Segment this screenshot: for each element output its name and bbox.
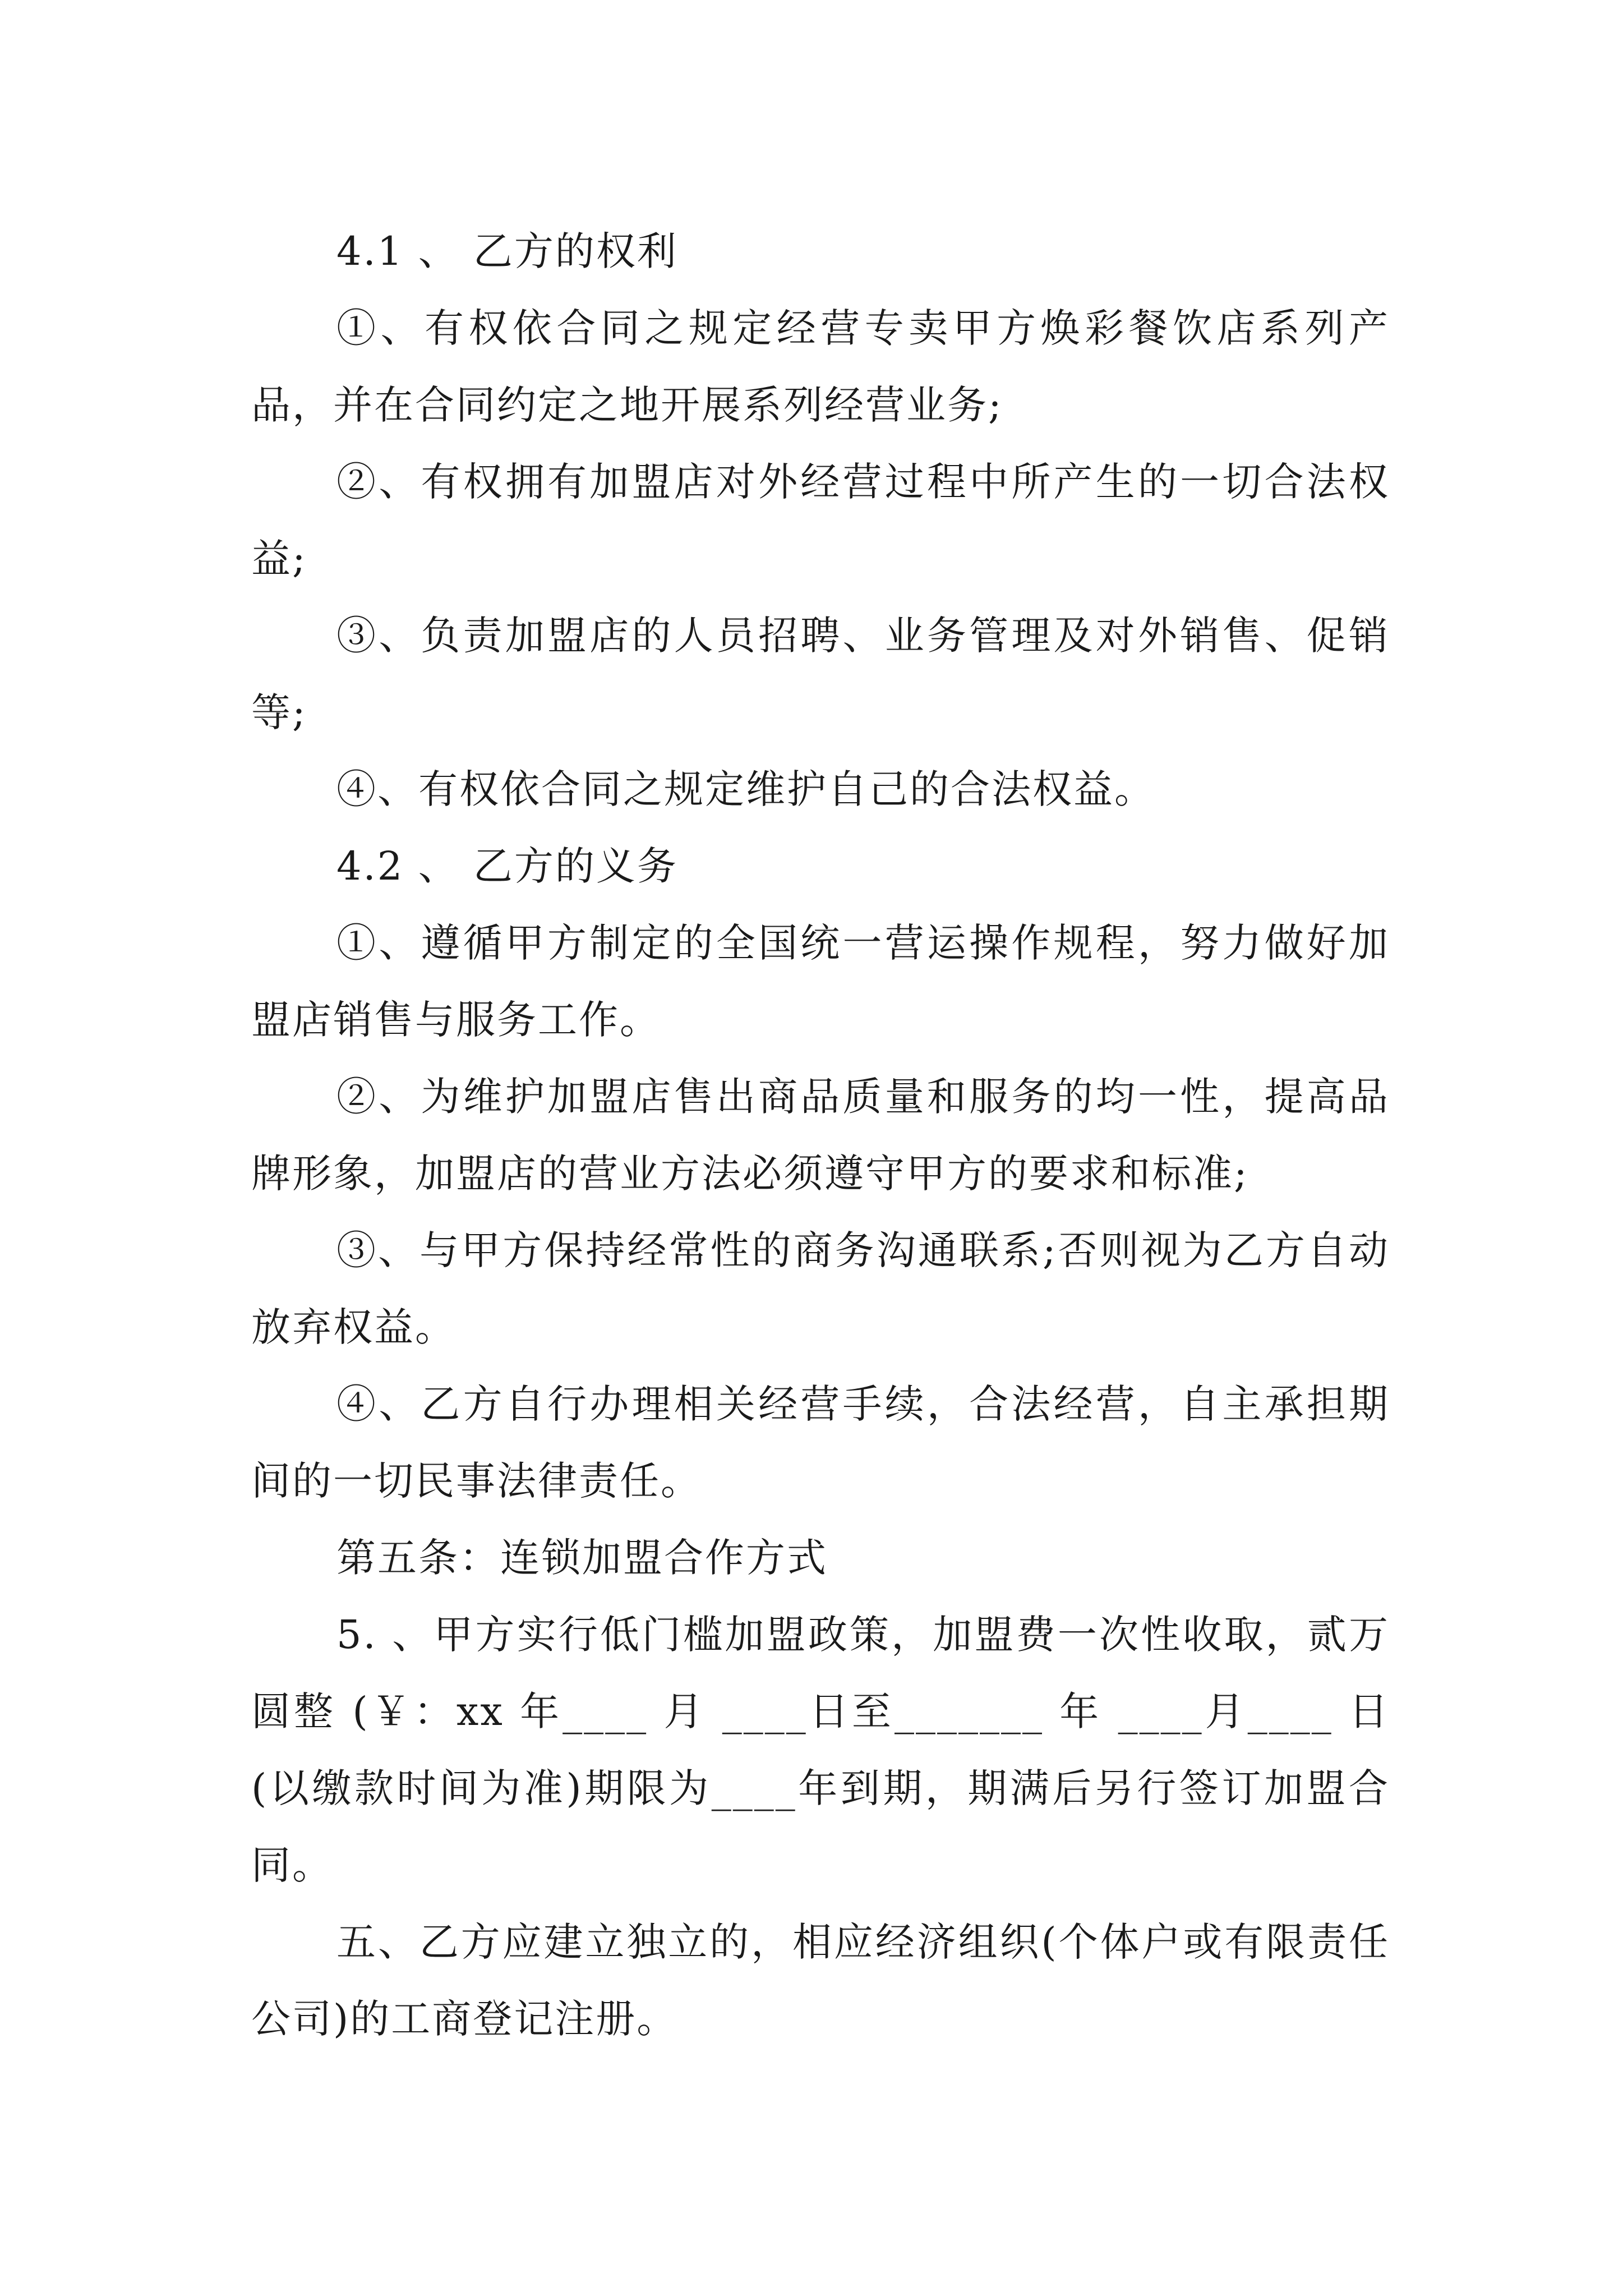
clause-4-2-item-2: ②、为维护加盟店售出商品质量和服务的均一性，提高品牌形象，加盟店的营业方法必须遵守甲方的要求和标准;	[251, 1074, 1390, 1197]
clause-4-1-item-1: ①、有权依合同之规定经营专卖甲方焕彩餐饮店系列产品，并在合同约定之地开展系列经营业务;	[251, 305, 1390, 428]
section-4-1-heading: 4.1 、 乙方的权利	[336, 228, 678, 274]
clause-5-fee: 5. 、甲方实行低门槛加盟政策，加盟费一次性收取，贰万圆整 (￥：xx 年____ 月 ____日至_______ 年 ____月____ 日(以缴款时间为准)期限为____年到期，期满后另行签订加盟合同。	[251, 1612, 1390, 1888]
clause-4-2-item-4: ④、乙方自行办理相关经营手续，合法经营，自主承担期间的一切民事法律责任。	[251, 1381, 1390, 1504]
article-5-heading: 第五条：连锁加盟合作方式	[336, 1535, 828, 1581]
clause-4-1-item-4: ④、有权依合同之规定维护自己的合法权益。	[336, 766, 1155, 812]
clause-5-registration: 五、乙方应建立独立的，相应经济组织(个体户或有限责任公司)的工商登记注册。	[251, 1919, 1390, 2042]
clause-4-2-item-1: ①、遵循甲方制定的全国统一营运操作规程，努力做好加盟店销售与服务工作。	[251, 920, 1390, 1043]
clause-4-2-item-3: ③、与甲方保持经常性的商务沟通联系;否则视为乙方自动放弃权益。	[251, 1227, 1390, 1350]
document-body	[251, 213, 1390, 2058]
clause-4-1-item-3: ③、负责加盟店的人员招聘、业务管理及对外销售、促销等;	[251, 613, 1390, 735]
section-4-2-heading: 4.2 、 乙方的义务	[336, 843, 678, 889]
clause-4-1-item-2: ②、有权拥有加盟店对外经营过程中所产生的一切合法权益;	[251, 459, 1390, 582]
